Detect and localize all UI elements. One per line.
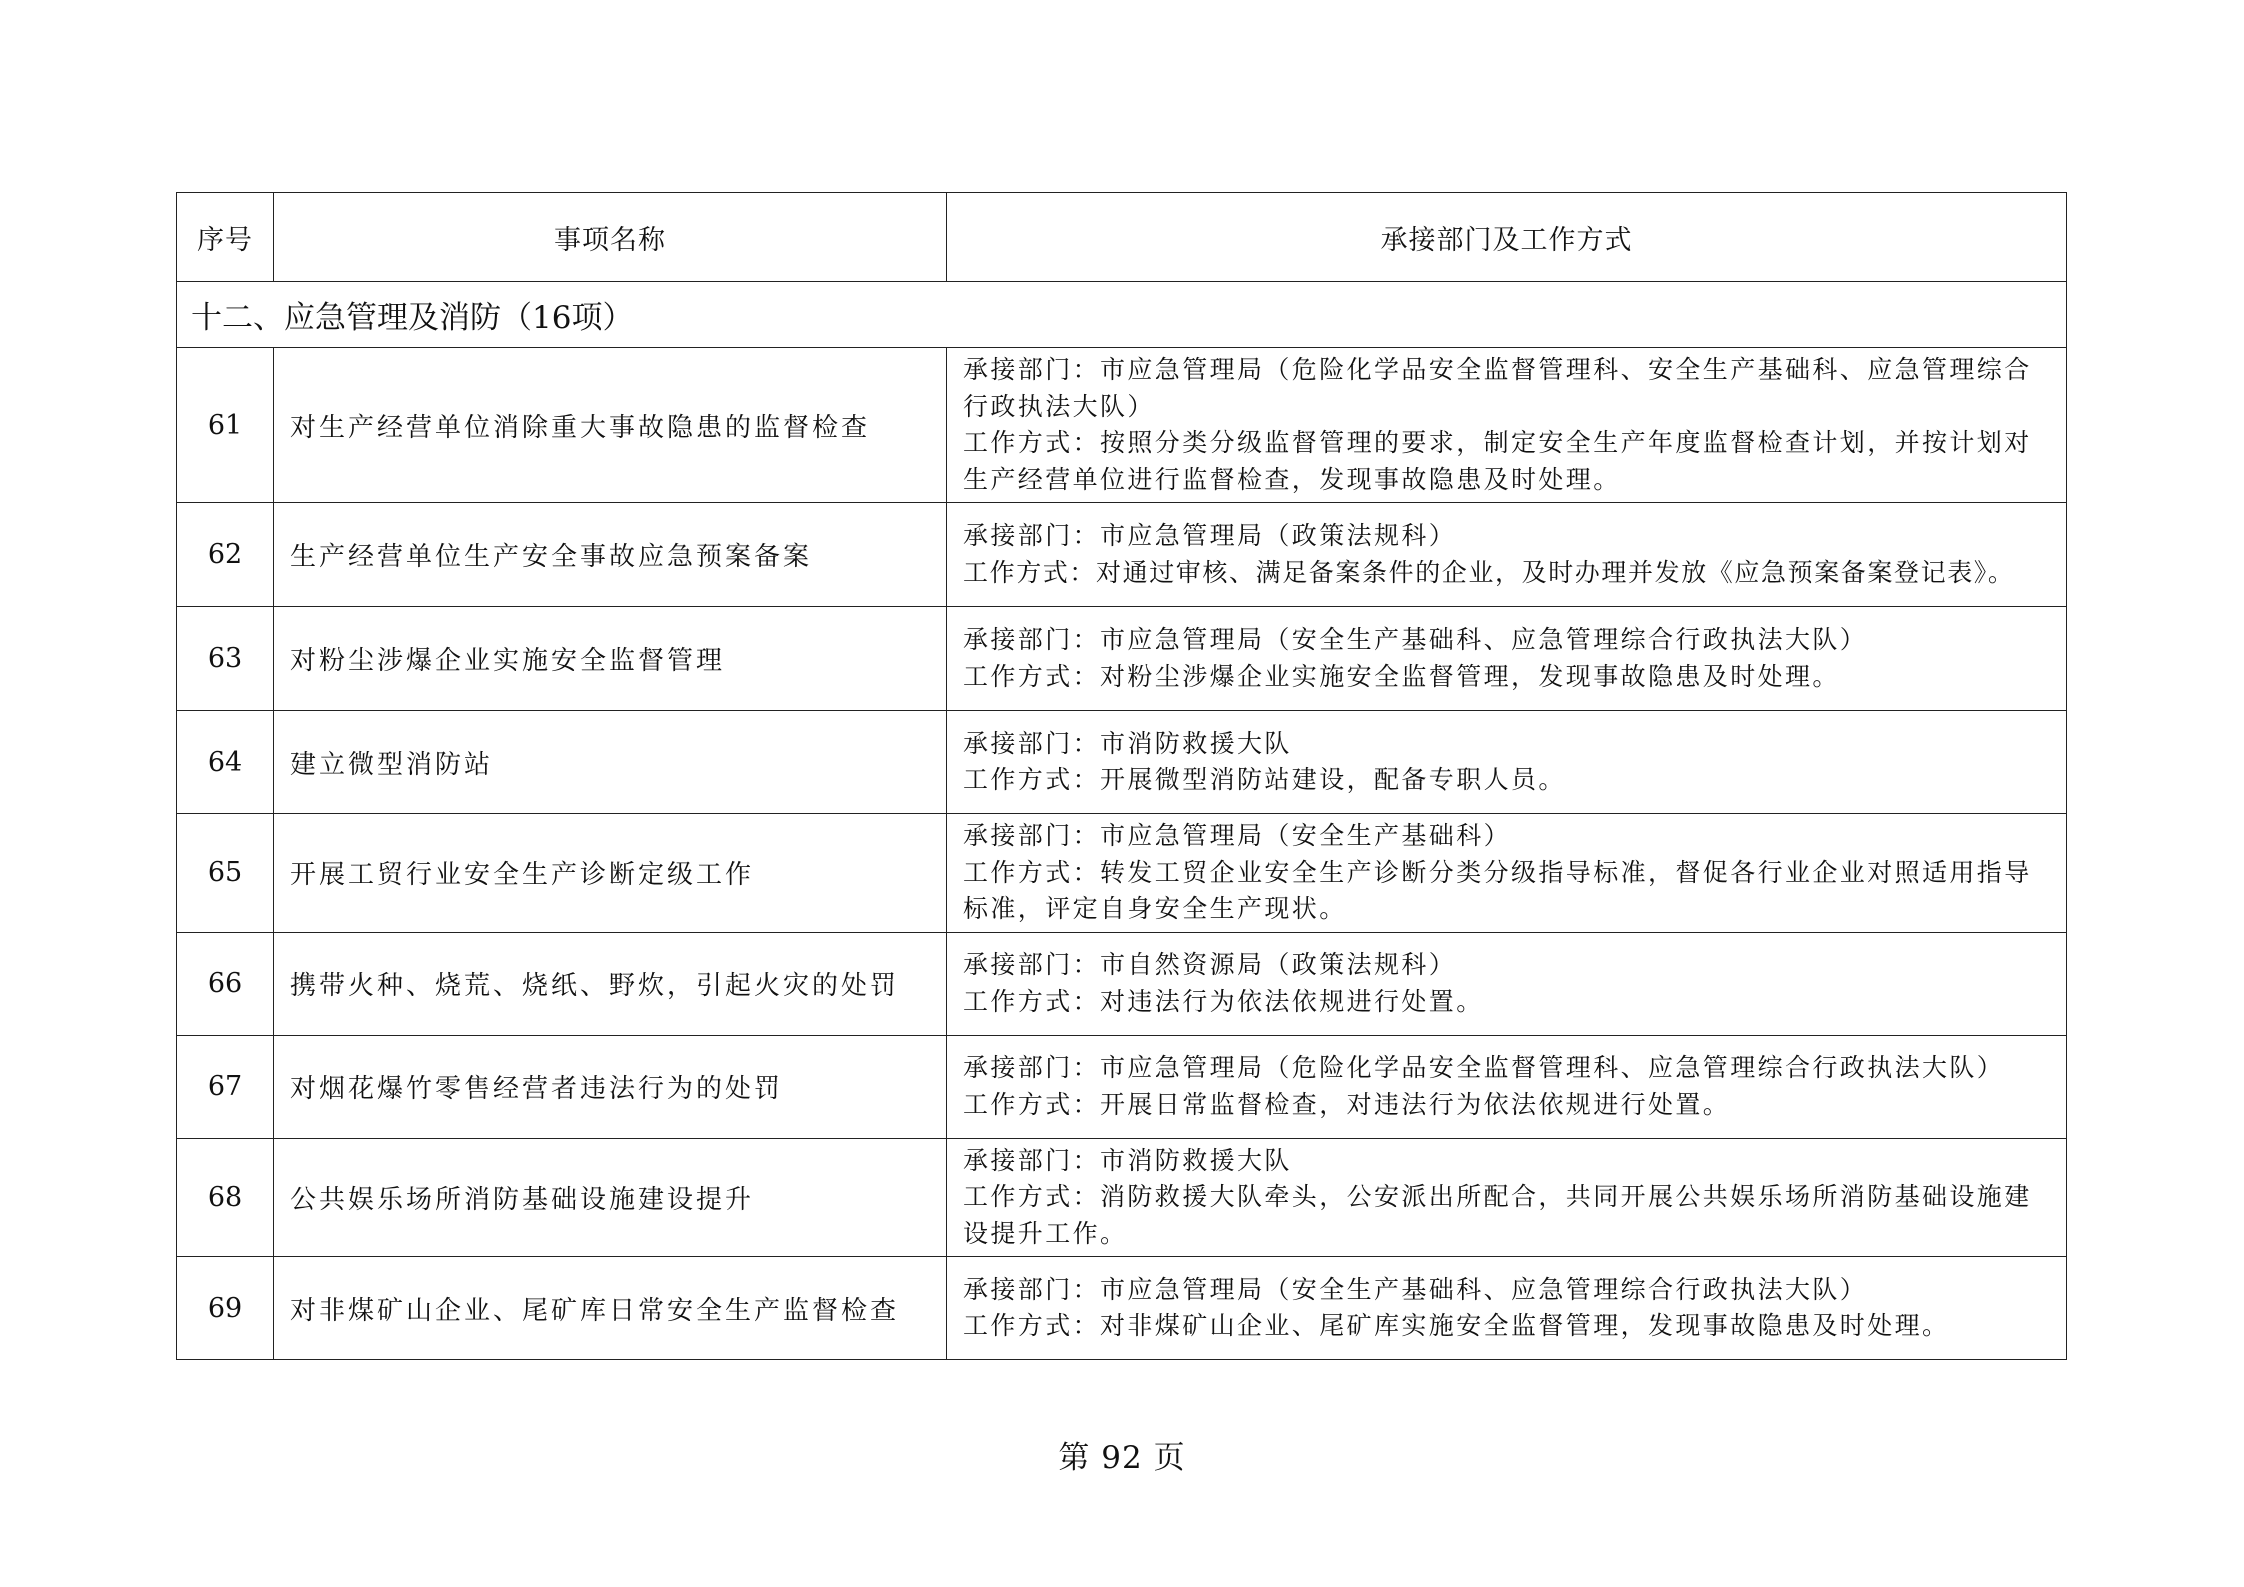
table-row <box>177 1138 2067 1257</box>
row-department: 承接部门：市应急管理局（安全生产基础科） <box>963 821 1512 850</box>
row-department-cell <box>947 814 2067 933</box>
row-number: 64 <box>177 711 274 814</box>
row-number: 65 <box>177 814 274 933</box>
document-table <box>176 192 2067 1360</box>
row-department: 承接部门：市应急管理局（危险化学品安全监督管理科、应急管理综合行政执法大队） <box>963 1053 2005 1082</box>
row-department-cell <box>947 1138 2067 1257</box>
table-header-row <box>177 193 2067 282</box>
header-serial-number: 序号 <box>177 193 274 282</box>
row-department: 承接部门：市自然资源局（政策法规科） <box>963 950 1457 979</box>
row-department-cell <box>947 348 2067 503</box>
table-row <box>177 607 2067 711</box>
row-department-cell <box>947 503 2067 607</box>
row-department-cell <box>947 1257 2067 1360</box>
table-row <box>177 348 2067 503</box>
table-row <box>177 1257 2067 1360</box>
row-item-name: 对烟花爆竹零售经营者违法行为的处罚 <box>274 1035 947 1138</box>
table-row <box>177 711 2067 814</box>
row-department: 承接部门：市应急管理局（安全生产基础科、应急管理综合行政执法大队） <box>963 1274 1868 1304</box>
row-work-method: 工作方式：转发工贸企业安全生产诊断分类分级指导标准，督促各行业企业对照适用指导标准，评定自身安全生产现状。 <box>963 857 2032 923</box>
row-item-name: 携带火种、烧荒、烧纸、野炊，引起火灾的处罚 <box>274 932 947 1035</box>
row-item-name: 开展工贸行业安全生产诊断定级工作 <box>274 814 947 933</box>
section-row <box>177 282 2067 348</box>
row-department-cell <box>947 1035 2067 1138</box>
row-work-method: 工作方式：对非煤矿山企业、尾矿库实施安全监督管理，发现事故隐患及时处理。 <box>963 1311 1950 1340</box>
row-work-method: 工作方式：开展微型消防站建设，配备专职人员。 <box>963 765 1566 794</box>
header-item-name: 事项名称 <box>274 193 947 282</box>
row-work-method: 工作方式：对粉尘涉爆企业实施安全监督管理，发现事故隐患及时处理。 <box>963 661 1840 691</box>
table-row <box>177 814 2067 933</box>
header-department-method: 承接部门及工作方式 <box>947 193 2067 282</box>
row-department-cell <box>947 607 2067 711</box>
table-row <box>177 503 2067 607</box>
row-item-name: 对生产经营单位消除重大事故隐患的监督检查 <box>274 348 947 503</box>
row-item-name: 建立微型消防站 <box>274 711 947 814</box>
row-item-name: 对粉尘涉爆企业实施安全监督管理 <box>274 607 947 711</box>
table-row <box>177 932 2067 1035</box>
row-work-method: 工作方式：消防救援大队牵头，公安派出所配合，共同开展公共娱乐场所消防基础设施建设提升工作。 <box>963 1182 2032 1248</box>
row-item-name: 生产经营单位生产安全事故应急预案备案 <box>274 503 947 607</box>
row-number: 66 <box>177 932 274 1035</box>
row-department: 承接部门：市消防救援大队 <box>963 728 1292 758</box>
row-work-method: 工作方式：对通过审核、满足备案条件的企业，及时办理并发放《应急预案备案登记表》。 <box>963 557 2015 587</box>
row-number: 61 <box>177 348 274 503</box>
row-item-name: 公共娱乐场所消防基础设施建设提升 <box>274 1138 947 1257</box>
table-row <box>177 1035 2067 1138</box>
section-title: 十二、应急管理及消防（16项） <box>177 282 2067 348</box>
row-department: 承接部门：市消防救援大队 <box>963 1145 1292 1175</box>
row-item-name: 对非煤矿山企业、尾矿库日常安全生产监督检查 <box>274 1257 947 1360</box>
row-department: 承接部门：市应急管理局（安全生产基础科、应急管理综合行政执法大队） <box>963 625 1868 654</box>
row-number: 67 <box>177 1035 274 1138</box>
row-work-method: 工作方式：对违法行为依法依规进行处置。 <box>963 986 1484 1016</box>
row-department-cell <box>947 932 2067 1035</box>
row-number: 68 <box>177 1138 274 1257</box>
row-number: 69 <box>177 1257 274 1360</box>
row-work-method: 工作方式：开展日常监督检查，对违法行为依法依规进行处置。 <box>963 1089 1731 1119</box>
row-work-method: 工作方式：按照分类分级监督管理的要求，制定安全生产年度监督检查计划，并按计划对生产经营单位进行监督检查，发现事故隐患及时处理。 <box>963 428 2032 494</box>
page-number: 第 92 页 <box>1058 1440 1186 1476</box>
row-number: 63 <box>177 607 274 711</box>
row-number: 62 <box>177 503 274 607</box>
row-department: 承接部门：市应急管理局（危险化学品安全监督管理科、安全生产基础科、应急管理综合行政执法大队） <box>963 355 2032 421</box>
row-department: 承接部门：市应急管理局（政策法规科） <box>963 521 1457 550</box>
row-department-cell <box>947 711 2067 814</box>
